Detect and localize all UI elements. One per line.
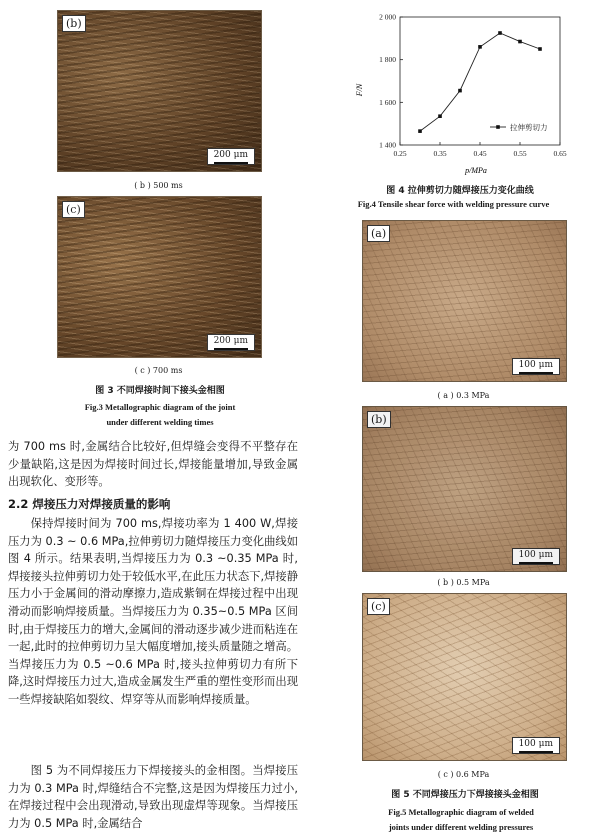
figure-title-en: Fig.5 Metallographic diagram of welded	[388, 807, 534, 817]
figure-title-en: under different welding times	[106, 417, 214, 427]
subfigure-caption: ( c ) 0.6 MPa	[437, 770, 490, 779]
data-point	[418, 129, 422, 133]
figure-title-en: Fig.4 Tensile shear force with welding pressure curve	[357, 199, 550, 209]
scale-bar: 100 μm	[512, 358, 560, 375]
data-point	[498, 31, 502, 35]
scale-bar: 100 μm	[512, 548, 560, 565]
panel-label: (b)	[367, 411, 391, 428]
body-paragraph: 为 700 ms 时,金属结合比较好,但焊缝会变得不平整存在少量缺陷,这是因为焊接时间过长,焊接能量增加,导致金属出现软化、变形等。	[8, 440, 298, 489]
body-paragraph: 保持焊接时间为 700 ms,焊接功率为 1 400 W,焊接压力为 0.3 ~ 0.6 MPa,拉伸剪切力随焊接压力变化曲线如图 4 所示。结果表明,当焊接压力为 0.3 ~0.35 MPa 时,焊接接头拉伸剪切力处于较低水平,在此压力状态下,焊接静压力小于金属间的滑动摩擦力,造成紫铜在焊接过程中出现滑动而影响焊接质量。当焊接压力为 0.35~0.5 MPa 区间时,由于焊接压力的增大,金属间的滑动逐步减少进而粘连在一起,此时的拉伸剪切力呈大幅度增加,接头质量随之增高。当焊接压力为 0.5 ~0.6 MPa 时,接头拉伸剪切力有所下降,这时焊接压力过大,造成金属发生严重的塑性变形而出现一些焊接缺陷如裂纹、焊穿等从而影响焊接质量。	[8, 517, 298, 706]
scale-bar: 200 μm	[207, 334, 255, 351]
panel-label: (c)	[367, 598, 390, 615]
x-tick-label: 0.45	[473, 149, 487, 158]
subfigure-caption: ( b ) 0.5 MPa	[437, 578, 490, 587]
scale-bar: 200 μm	[207, 148, 255, 165]
y-tick-label: 1 600	[379, 97, 396, 107]
chart-legend	[490, 122, 548, 132]
subfigure-caption: ( c ) 700 ms	[134, 366, 183, 375]
figure-title-cn: 图 3 不同焊接时间下接头金相图	[95, 386, 225, 396]
chart-ticks	[379, 13, 567, 159]
y-tick-label: 2 000	[379, 12, 396, 22]
data-point	[438, 114, 442, 118]
micrograph-fig5-c	[362, 593, 567, 761]
x-tick-label: 0.35	[433, 149, 447, 158]
section-heading: 2.2 焊接压力对焊接质量的影响	[8, 497, 171, 511]
data-point	[538, 47, 542, 51]
micrograph-fig3-c	[57, 196, 262, 358]
chart-series	[418, 31, 542, 133]
legend-marker	[496, 125, 500, 129]
panel-label: (b)	[62, 15, 86, 32]
figure-title-cn: 图 5 不同焊接压力下焊接接头金相图	[391, 790, 539, 800]
x-tick-label: 0.65	[553, 149, 567, 158]
figure-title-cn: 图 4 拉伸剪切力随焊接压力变化曲线	[386, 186, 534, 196]
legend-label: 拉伸剪切力	[510, 123, 548, 132]
figure-title-en: joints under different welding pressures	[388, 822, 534, 832]
scale-bar: 100 μm	[512, 737, 560, 754]
y-tick-label: 1 800	[379, 55, 396, 65]
panel-label: (a)	[367, 225, 390, 242]
x-tick-label: 0.55	[513, 149, 527, 158]
x-axis-label: p/MPa	[465, 166, 487, 175]
data-point	[518, 40, 522, 44]
line-chart	[340, 5, 580, 177]
micrograph-fig5-b	[362, 406, 567, 572]
subfigure-caption: ( a ) 0.3 MPa	[437, 391, 490, 400]
panel-label: (c)	[62, 201, 85, 218]
data-point	[478, 45, 482, 49]
x-tick-label: 0.25	[393, 149, 407, 158]
y-axis-label: F/N	[355, 83, 364, 97]
subfigure-caption: ( b ) 500 ms	[134, 181, 183, 190]
body-paragraph: 图 5 为不同焊接压力下焊接接头的金相图。当焊接压力为 0.3 MPa 时,焊缝结合不完整,这是因为焊接压力过小,在焊接过程中会出现滑动,导致出现虚焊等现象。当焊接压力为 0.5 MPa 时,金属结合	[8, 764, 298, 830]
figure-title-en: Fig.3 Metallographic diagram of the joint	[84, 402, 236, 412]
data-point	[458, 89, 462, 93]
micrograph-fig3-b	[57, 10, 262, 172]
y-tick-label: 1 400	[379, 140, 396, 150]
micrograph-fig5-a	[362, 220, 567, 382]
